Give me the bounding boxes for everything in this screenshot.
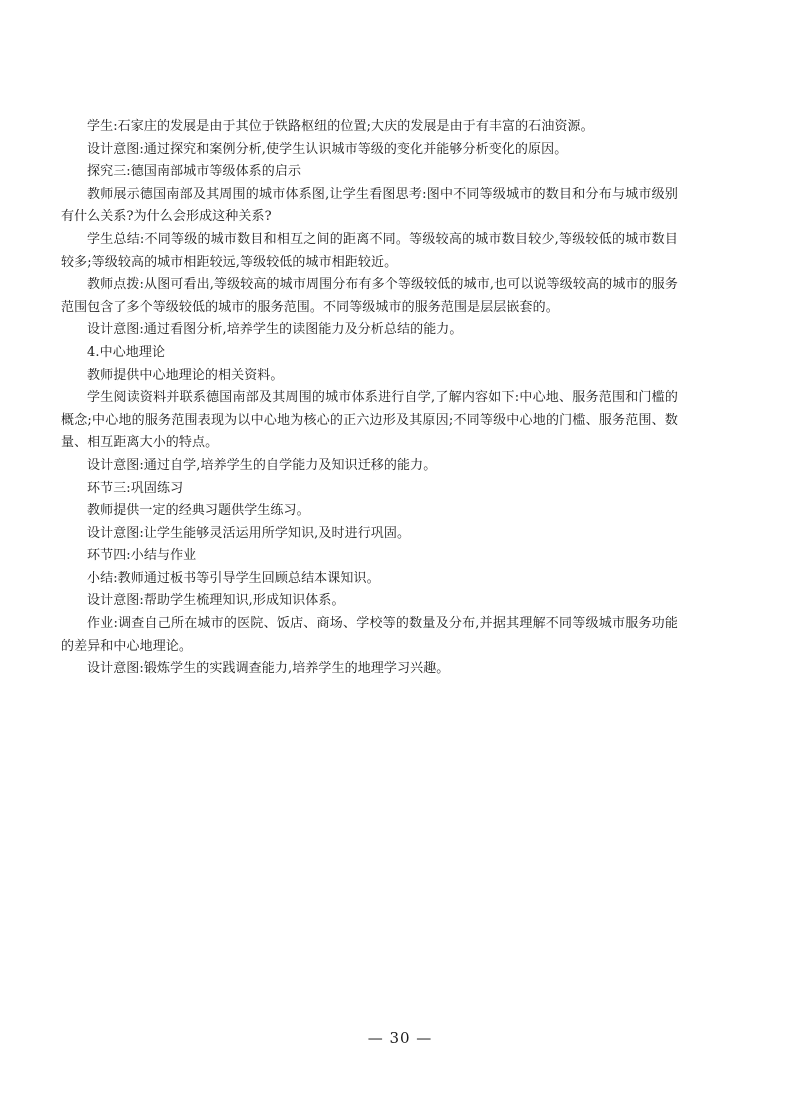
paragraph-teacher-shows-map: 教师展示德国南部及其周围的城市体系图,让学生看图思考:图中不同等级城市的数目和分布与城市级别有什么关系?为什么会形成这种关系?: [61, 186, 678, 225]
section-heading-stage-three: 环节三:巩固练习: [87, 480, 184, 496]
paragraph-design-intent-4: 设计意图:让学生能够灵活运用所学知识,及时进行巩固。: [87, 525, 411, 541]
paragraph-student-self-study: 学生阅读资料并联系德国南部及其周围的城市体系进行自学,了解内容如下:中心地、服务范围和门槛的概念;中心地的服务范围表现为以中心地为核心的正六边形及其原因;不同等级中心地的门槛、服务范围、数量、相互距离大小的特点。: [61, 390, 678, 451]
paragraph-teacher-provides-material: 教师提供中心地理论的相关资料。: [87, 367, 284, 383]
page-number: — 30 —: [367, 1029, 433, 1047]
paragraph-design-intent-1: 设计意图:通过探究和案例分析,使学生认识城市等级的变化并能够分析变化的原因。: [87, 141, 568, 157]
paragraph-inquiry-three: 探究三:德国南部城市等级体系的启示: [87, 164, 302, 180]
section-heading-central-place: 4.中心地理论: [87, 344, 166, 360]
paragraph-student-summary: 学生总结:不同等级的城市数目和相互之间的距离不同。等级较高的城市数目较少,等级较低的城市数目较多;等级较高的城市相距较远,等级较低的城市相距较近。: [61, 231, 678, 270]
paragraph-design-intent-3: 设计意图:通过自学,培养学生的自学能力及知识迁移的能力。: [87, 457, 437, 473]
document-body: [61, 116, 678, 681]
paragraph-summary: 小结:教师通过板书等引导学生回顾总结本课知识。: [87, 570, 380, 586]
paragraph-design-intent-2: 设计意图:通过看图分析,培养学生的读图能力及分析总结的能力。: [87, 322, 463, 338]
paragraph-design-intent-6: 设计意图:锻炼学生的实践调查能力,培养学生的地理学习兴趣。: [87, 661, 450, 677]
paragraph-student-answer: 学生:石家庄的发展是由于其位于铁路枢纽的位置;大庆的发展是由于有丰富的石油资源。: [87, 119, 594, 134]
section-heading-stage-four: 环节四:小结与作业: [87, 548, 197, 564]
paragraph-homework: 作业:调查自己所在城市的医院、饭店、商场、学校等的数量及分布,并据其理解不同等级城市服务功能的差异和中心地理论。: [61, 616, 678, 654]
paragraph-teacher-exercises: 教师提供一定的经典习题供学生练习。: [87, 503, 310, 519]
paragraph-design-intent-5: 设计意图:帮助学生梳理知识,形成知识体系。: [87, 593, 345, 609]
paragraph-teacher-guidance: 教师点拨:从图可看出,等级较高的城市周围分布有多个等级较低的城市,也可以说等级较高的城市的服务范围包含了多个等级较低的城市的服务范围。不同等级城市的服务范围是层层嵌套的。: [61, 277, 678, 315]
